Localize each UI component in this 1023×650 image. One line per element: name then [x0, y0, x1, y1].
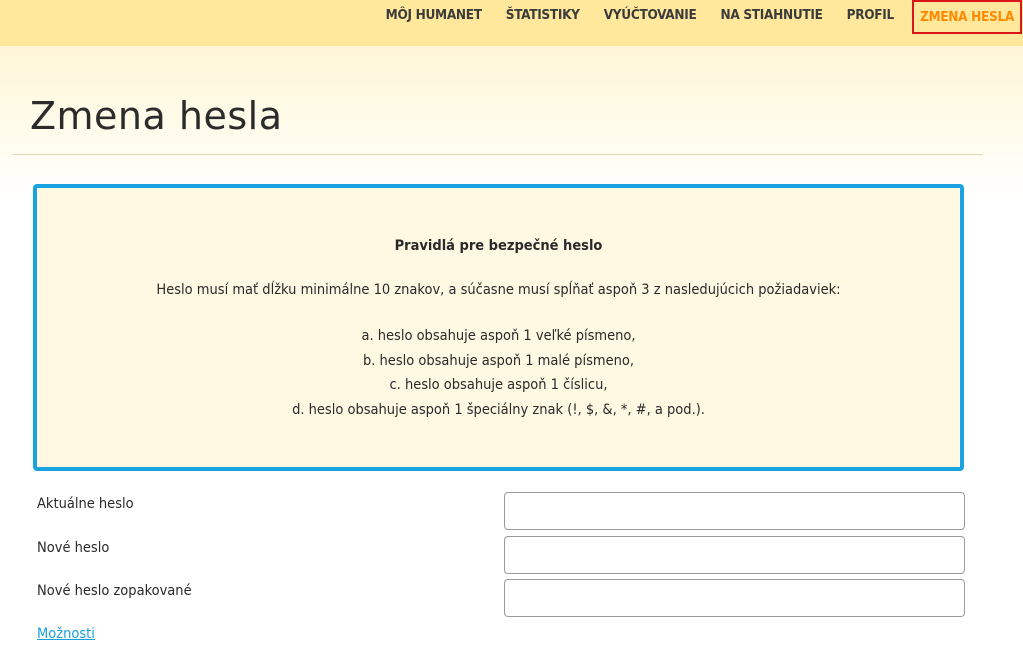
nav-item-vyuctovanie[interactable]: VYÚČTOVANIE: [603, 7, 697, 23]
new-password-label: Nové heslo: [37, 540, 110, 556]
rule-item: c. heslo obsahuje aspoň 1 číslicu,: [389, 377, 608, 393]
rules-list: [37, 324, 960, 422]
nav-item-profil[interactable]: PROFIL: [846, 7, 894, 23]
title-divider: [13, 154, 983, 155]
rules-title: Pravidlá pre bezpečné heslo: [394, 238, 603, 254]
nav-item-na-stiahnutie[interactable]: NA STIAHNUTIE: [720, 7, 823, 23]
main-menu: [374, 0, 1023, 46]
top-navigation-bar: [0, 0, 1023, 46]
new-password-input[interactable]: [504, 536, 965, 574]
confirm-password-label: Nové heslo zopakované: [37, 583, 192, 599]
options-link[interactable]: Možnosti: [37, 626, 95, 642]
rule-item: d. heslo obsahuje aspoň 1 špeciálny znak (!, $, &, *, #, a pod.).: [292, 401, 705, 418]
nav-item-moj-humanet[interactable]: MÔJ HUMANET: [385, 7, 482, 23]
current-password-input[interactable]: [504, 492, 965, 530]
new-password-row: [37, 536, 965, 576]
current-password-label: Aktuálne heslo: [37, 496, 134, 512]
confirm-password-row: [37, 579, 965, 619]
rule-item: b. heslo obsahuje aspoň 1 malé písmeno,: [362, 352, 635, 369]
page-title: Zmena hesla: [30, 94, 283, 138]
password-rules-box: [33, 184, 964, 471]
nav-item-zmena-hesla[interactable]: ZMENA HESLA: [912, 0, 1022, 34]
nav-item-statistiky[interactable]: ŠTATISTIKY: [505, 7, 580, 23]
rules-intro: Heslo musí mať dĺžku minimálne 10 znakov, a súčasne musí spĺňať aspoň 3 z nasledujúcich požiadaviek:: [156, 282, 841, 298]
confirm-password-input[interactable]: [504, 579, 965, 617]
rule-item: a. heslo obsahuje aspoň 1 veľké písmeno,: [361, 328, 636, 344]
current-password-row: [37, 492, 965, 532]
